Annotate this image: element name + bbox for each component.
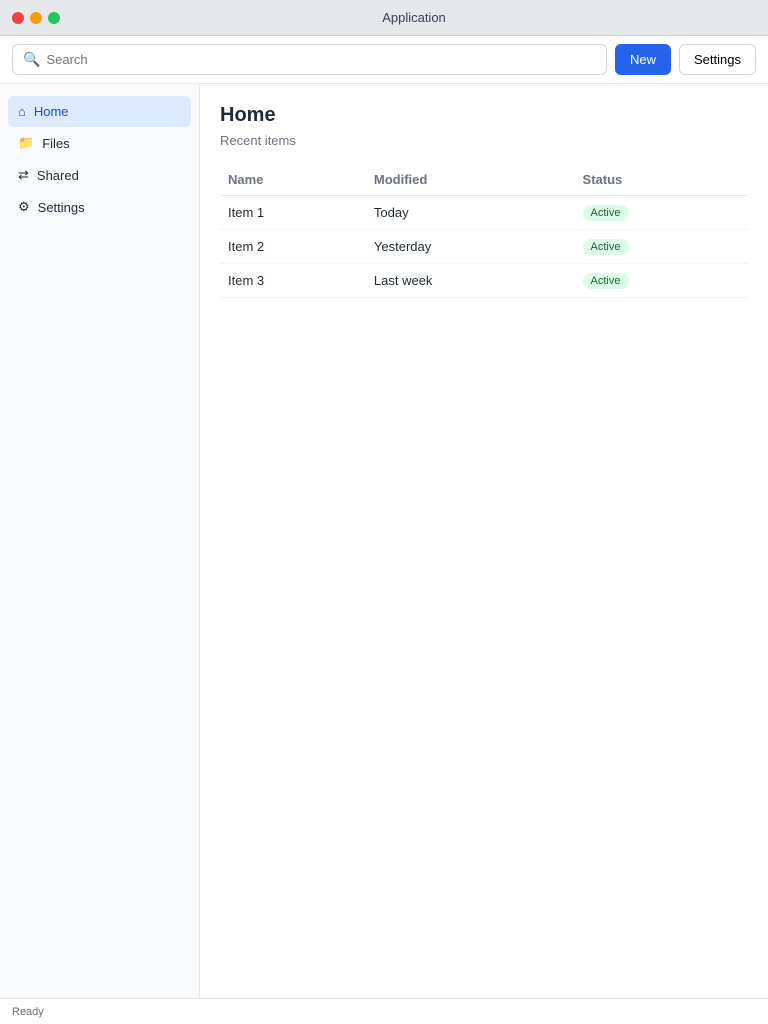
column-header[interactable]: Status [575,164,748,196]
gear-icon: ⚙ [18,199,30,214]
status-text: Ready [12,1005,44,1018]
page-title: Home [220,104,276,126]
cell-name: Item 3 [220,264,366,298]
sidebar-item-label: Home [33,104,69,119]
share-icon: ⇄ [18,167,29,182]
search-box [12,44,607,75]
window-controls [12,12,60,24]
sidebar-item-label: Files [42,135,70,151]
status-bar [0,998,768,1024]
sidebar-item-label: Shared [36,167,79,183]
table-row[interactable] [220,264,748,298]
table-header-row [220,164,748,196]
status-badge: Active [583,239,629,255]
column-header[interactable]: Name [220,164,366,196]
page-subtitle: Recent items [220,133,296,148]
sidebar-item-files[interactable] [8,127,191,159]
maximize-icon[interactable] [48,12,60,24]
close-icon[interactable] [12,12,24,24]
minimize-icon[interactable] [30,12,42,24]
sidebar-item-label: Settings [37,199,85,215]
window-title: Application [382,10,446,25]
search-input[interactable] [46,52,596,67]
cell-modified: Last week [366,264,575,298]
cell-name: Item 1 [220,196,366,230]
main-panel [200,84,768,998]
cell-modified: Today [366,196,575,230]
content-area [0,84,768,998]
table-row[interactable] [220,230,748,264]
search-icon: 🔍 [23,51,41,67]
title-bar [0,0,768,36]
table-row[interactable] [220,196,748,230]
new-button[interactable]: New [615,44,671,75]
status-badge: Active [583,205,629,221]
sidebar [0,84,200,998]
column-header[interactable]: Modified [366,164,575,196]
sidebar-item-home[interactable] [8,96,191,127]
toolbar [0,36,768,84]
sidebar-item-shared[interactable] [8,159,191,191]
cell-modified: Yesterday [366,230,575,264]
settings-button[interactable]: Settings [679,44,756,75]
cell-name: Item 2 [220,230,366,264]
home-icon: ⌂ [18,104,26,119]
items-table [220,164,748,298]
sidebar-item-settings[interactable] [8,191,191,223]
status-badge: Active [583,273,629,289]
folder-icon: 📁 [18,135,35,150]
